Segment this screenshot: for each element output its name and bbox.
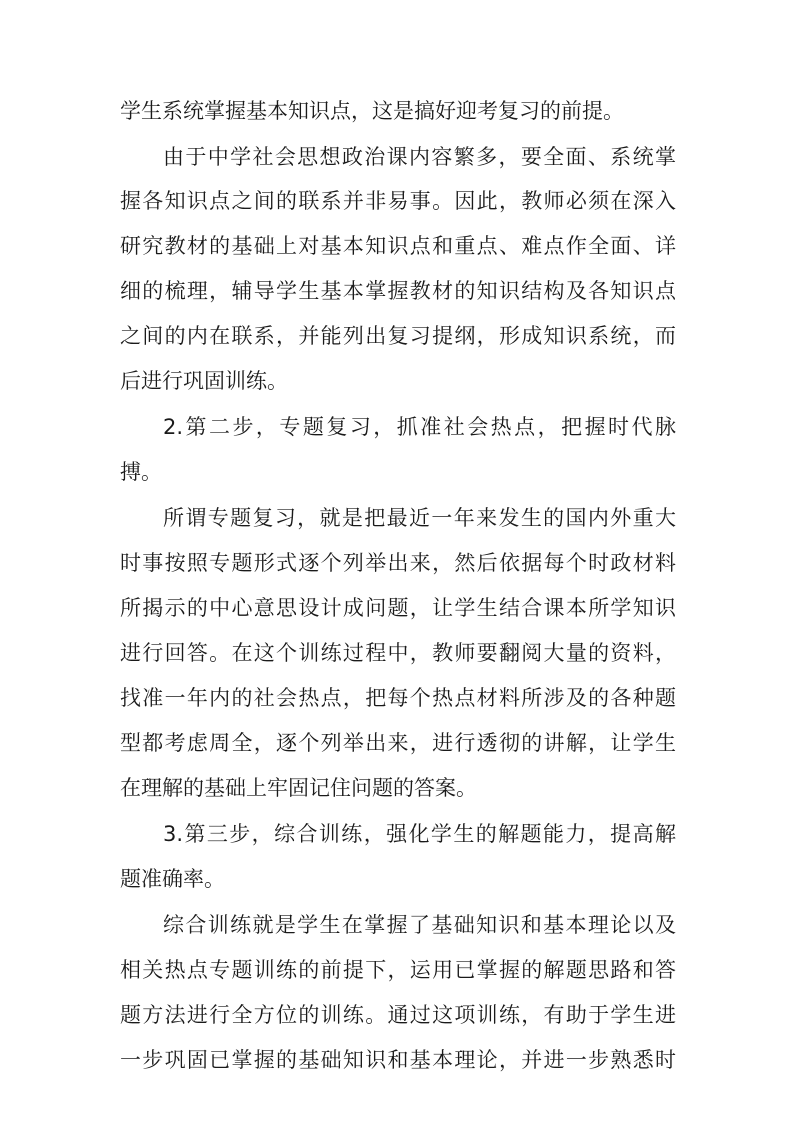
text-line: 时事按照专题形式逐个列举出来，然后依据每个时政材料 (120, 551, 676, 575)
text-line: 细的梳理，辅导学生基本掌握教材的知识结构及各知识点 (120, 279, 676, 303)
section-heading-line: 3.第三步，综合训练，强化学生的解题能力，提高解 (163, 822, 676, 846)
section-heading-line: 搏。 (120, 460, 162, 484)
text-line: 研究教材的基础上对基本知识点和重点、难点作全面、详 (120, 234, 676, 258)
text-line: 相关热点专题训练的前提下，运用已掌握的解题思路和答 (120, 958, 676, 982)
text-line: 找准一年内的社会热点，把每个热点材料所涉及的各种题 (120, 686, 676, 710)
text-line: 综合训练就是学生在掌握了基础知识和基本理论以及 (163, 913, 676, 937)
text-line: 所谓专题复习，就是把最近一年来发生的国内外重大 (163, 506, 676, 530)
section-heading-line: 题准确率。 (120, 867, 225, 891)
section-heading-line: 2.第二步，专题复习，抓准社会热点，把握时代脉 (163, 415, 676, 439)
text-line: 一步巩固已掌握的基础知识和基本理论，并进一步熟悉时 (120, 1048, 676, 1072)
text-line: 进行回答。在这个训练过程中，教师要翻阅大量的资料， (120, 641, 676, 665)
text-line: 由于中学社会思想政治课内容繁多，要全面、系统掌 (163, 145, 676, 169)
text-line: 在理解的基础上牢固记住问题的答案。 (120, 776, 477, 800)
text-line: 型都考虑周全，逐个列举出来，进行透彻的讲解，让学生 (120, 731, 676, 755)
text-line: 后进行巩固训练。 (120, 369, 288, 393)
text-line: 握各知识点之间的联系并非易事。因此，教师必须在深入 (120, 189, 676, 213)
text-line: 所揭示的中心意思设计成问题，让学生结合课本所学知识 (120, 596, 676, 620)
text-line: 学生系统掌握基本知识点，这是搞好迎考复习的前提。 (120, 99, 624, 123)
text-line: 之间的内在联系，并能列出复习提纲，形成知识系统，而 (120, 324, 676, 348)
text-line: 题方法进行全方位的训练。通过这项训练，有助于学生进 (120, 1003, 676, 1027)
